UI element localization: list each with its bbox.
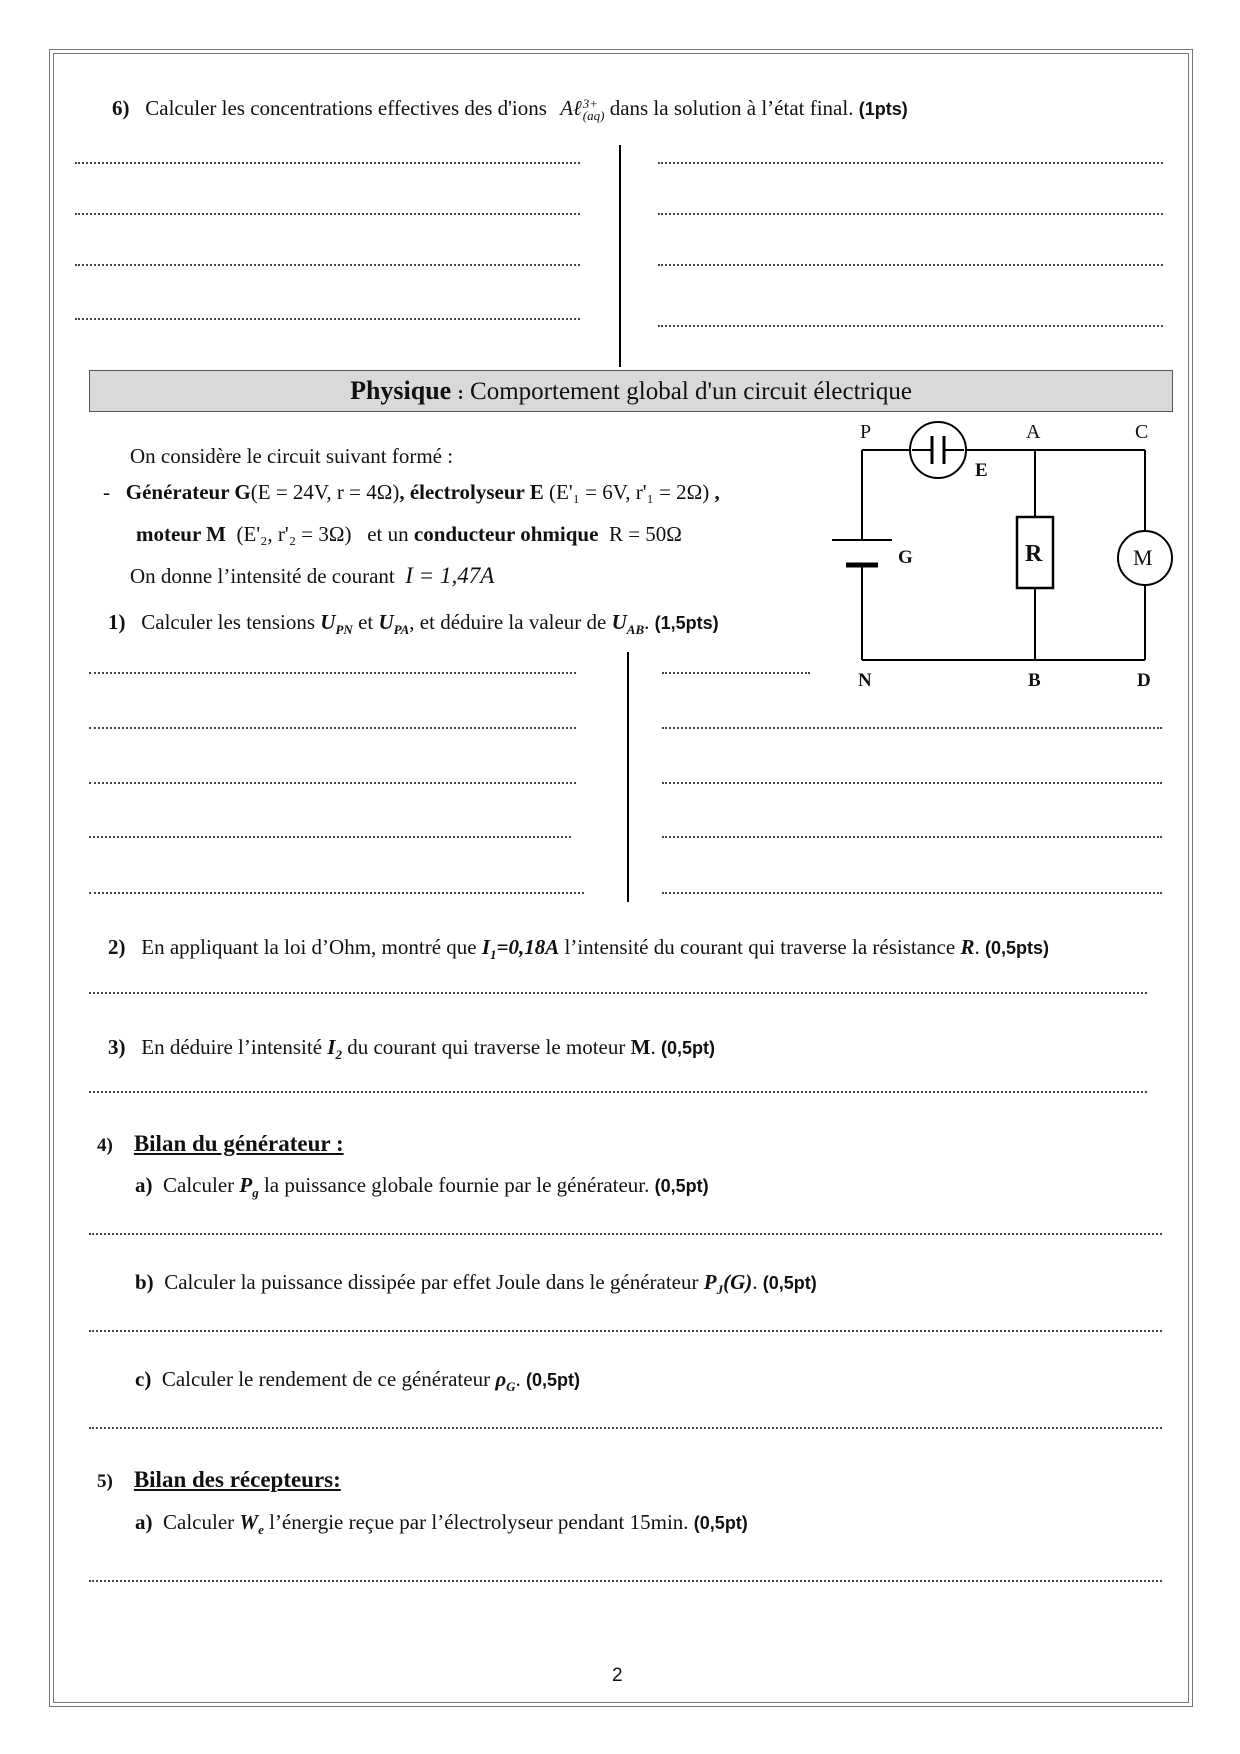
question-6 xyxy=(112,96,908,122)
answer-line[interactable] xyxy=(662,672,810,674)
component-line-1: - Générateur G(E = 24V, r = 4Ω), électrolyseur E (E'₁ = 6V, r'₁ = 2Ω) , xyxy=(103,480,720,504)
generator-label: Générateur G xyxy=(125,480,251,504)
node-label-c: C xyxy=(1135,421,1149,443)
node-label-p: P xyxy=(860,421,872,443)
page-border-inner xyxy=(53,53,1189,1703)
electrolyser-label: électrolyseur E xyxy=(409,480,544,504)
node-label-b: B xyxy=(1028,670,1041,691)
question-4a: a) Calculer $P_g$ la puissance globale fournie par le générateur. (0,5pt) xyxy=(135,1173,709,1201)
resistor-label: conducteur ohmique xyxy=(413,522,599,546)
question-5a: a) Calculer $W_e$ l’énergie reçue par l’électrolyseur pendant 15min. (0,5pt) xyxy=(135,1510,748,1538)
current-line: On donne l’intensité de courant I = 1,47A xyxy=(130,563,495,588)
question-4b: b) Calculer la puissance dissipée par effet Joule dans le générateur $P_J(G)$. (0,5pt) xyxy=(135,1270,817,1298)
answer-line[interactable] xyxy=(662,836,1162,838)
answer-line[interactable] xyxy=(89,727,576,729)
generator-symbol xyxy=(832,540,892,565)
question-5-heading: 5) Bilan des récepteurs: xyxy=(97,1467,341,1492)
motor-label: moteur M xyxy=(136,522,226,546)
question-4c: c) Calculer le rendement de ce générateur $\rho_G$. (0,5pt) xyxy=(135,1367,581,1395)
section-title: Comportement global d'un circuit électrique xyxy=(470,378,912,405)
label-m: M xyxy=(1133,545,1153,570)
answer-line[interactable] xyxy=(89,1427,1162,1429)
points-badge: (1pts) xyxy=(858,99,908,119)
points-badge: (0,5pt) xyxy=(526,1370,581,1390)
answer-line[interactable] xyxy=(89,892,584,894)
answer-line[interactable] xyxy=(658,264,1163,266)
node-label-d: D xyxy=(1137,670,1151,691)
section-banner: Physique : Comportement global d'un circuit électrique xyxy=(89,370,1173,412)
section-title-bold: Physique xyxy=(350,376,452,405)
label-g: G xyxy=(898,547,913,568)
points-badge: (0,5pts) xyxy=(984,938,1049,958)
answer-line[interactable] xyxy=(89,1580,1162,1582)
component-line-2: moteur M (E'₂, r'₂ = 3Ω) et un conducteur ohmique R = 50Ω xyxy=(136,522,682,546)
answer-line[interactable] xyxy=(75,264,580,266)
section-subtitle: Bilan des récepteurs: xyxy=(133,1467,341,1492)
answer-line[interactable] xyxy=(89,672,576,674)
answer-line[interactable] xyxy=(75,162,580,164)
points-badge: (0,5pt) xyxy=(660,1038,715,1058)
electrolyser-symbol xyxy=(910,422,966,478)
ion-formula: Aℓ 3+ (aq) xyxy=(560,96,605,124)
question-text-end: dans la solution à l’état final. xyxy=(609,96,854,120)
answer-line[interactable] xyxy=(89,836,571,838)
points-badge: (0,5pt) xyxy=(693,1513,748,1533)
motor-params: (E'₂, r'₂ = 3Ω) xyxy=(236,522,352,546)
intro-line: On considère le circuit suivant formé : xyxy=(130,444,454,468)
answer-line[interactable] xyxy=(658,162,1163,164)
points-badge: (1,5pts) xyxy=(654,613,719,633)
node-label-a: A xyxy=(1026,421,1041,443)
answer-line[interactable] xyxy=(75,318,580,320)
section-subtitle: Bilan du générateur : xyxy=(133,1131,344,1156)
column-divider xyxy=(627,652,629,902)
answer-line[interactable] xyxy=(89,1233,1162,1235)
question-3: 3) En déduire l’intensité $I_2$ du courant qui traverse le moteur M. (0,5pt) xyxy=(108,1035,715,1063)
question-number: 6) xyxy=(112,96,130,120)
points-badge: (0,5pt) xyxy=(654,1176,709,1196)
page-number: 2 xyxy=(612,1665,623,1686)
question-1: 1) Calculer les tensions $U_{PN}$ et $U_{PA}$, et déduire la valeur de $U_{AB}$. (1,5pts) xyxy=(108,610,719,638)
answer-line[interactable] xyxy=(89,782,576,784)
answer-line[interactable] xyxy=(89,1091,1147,1093)
answer-line[interactable] xyxy=(658,325,1163,327)
answer-line[interactable] xyxy=(662,727,1162,729)
question-2: 2) En appliquant la loi d’Ohm, montré que $I_1=0,18A$ l’intensité du courant qui traverse la résistance R. (0,5pts) xyxy=(108,935,1049,963)
answer-line[interactable] xyxy=(658,213,1163,215)
answer-line[interactable] xyxy=(89,1330,1162,1332)
resistor-params: R = 50Ω xyxy=(608,522,682,546)
answer-line[interactable] xyxy=(662,892,1162,894)
electrolyser-params: (E'₁ = 6V, r'₁ = 2Ω) xyxy=(549,480,710,504)
circuit-diagram xyxy=(820,420,1180,695)
column-divider xyxy=(619,145,621,367)
current-value: I = 1,47A xyxy=(405,563,495,588)
label-r: R xyxy=(1025,541,1043,567)
answer-line[interactable] xyxy=(75,213,580,215)
label-e: E xyxy=(975,460,988,481)
question-4-heading: 4) Bilan du générateur : xyxy=(97,1131,344,1156)
answer-line[interactable] xyxy=(89,992,1147,994)
question-text: Calculer les concentrations effectives des d'ions xyxy=(145,96,547,120)
node-label-n: N xyxy=(858,670,872,691)
generator-params: (E = 24V, r = 4Ω) xyxy=(250,480,400,504)
points-badge: (0,5pt) xyxy=(762,1273,817,1293)
answer-line[interactable] xyxy=(662,782,1162,784)
